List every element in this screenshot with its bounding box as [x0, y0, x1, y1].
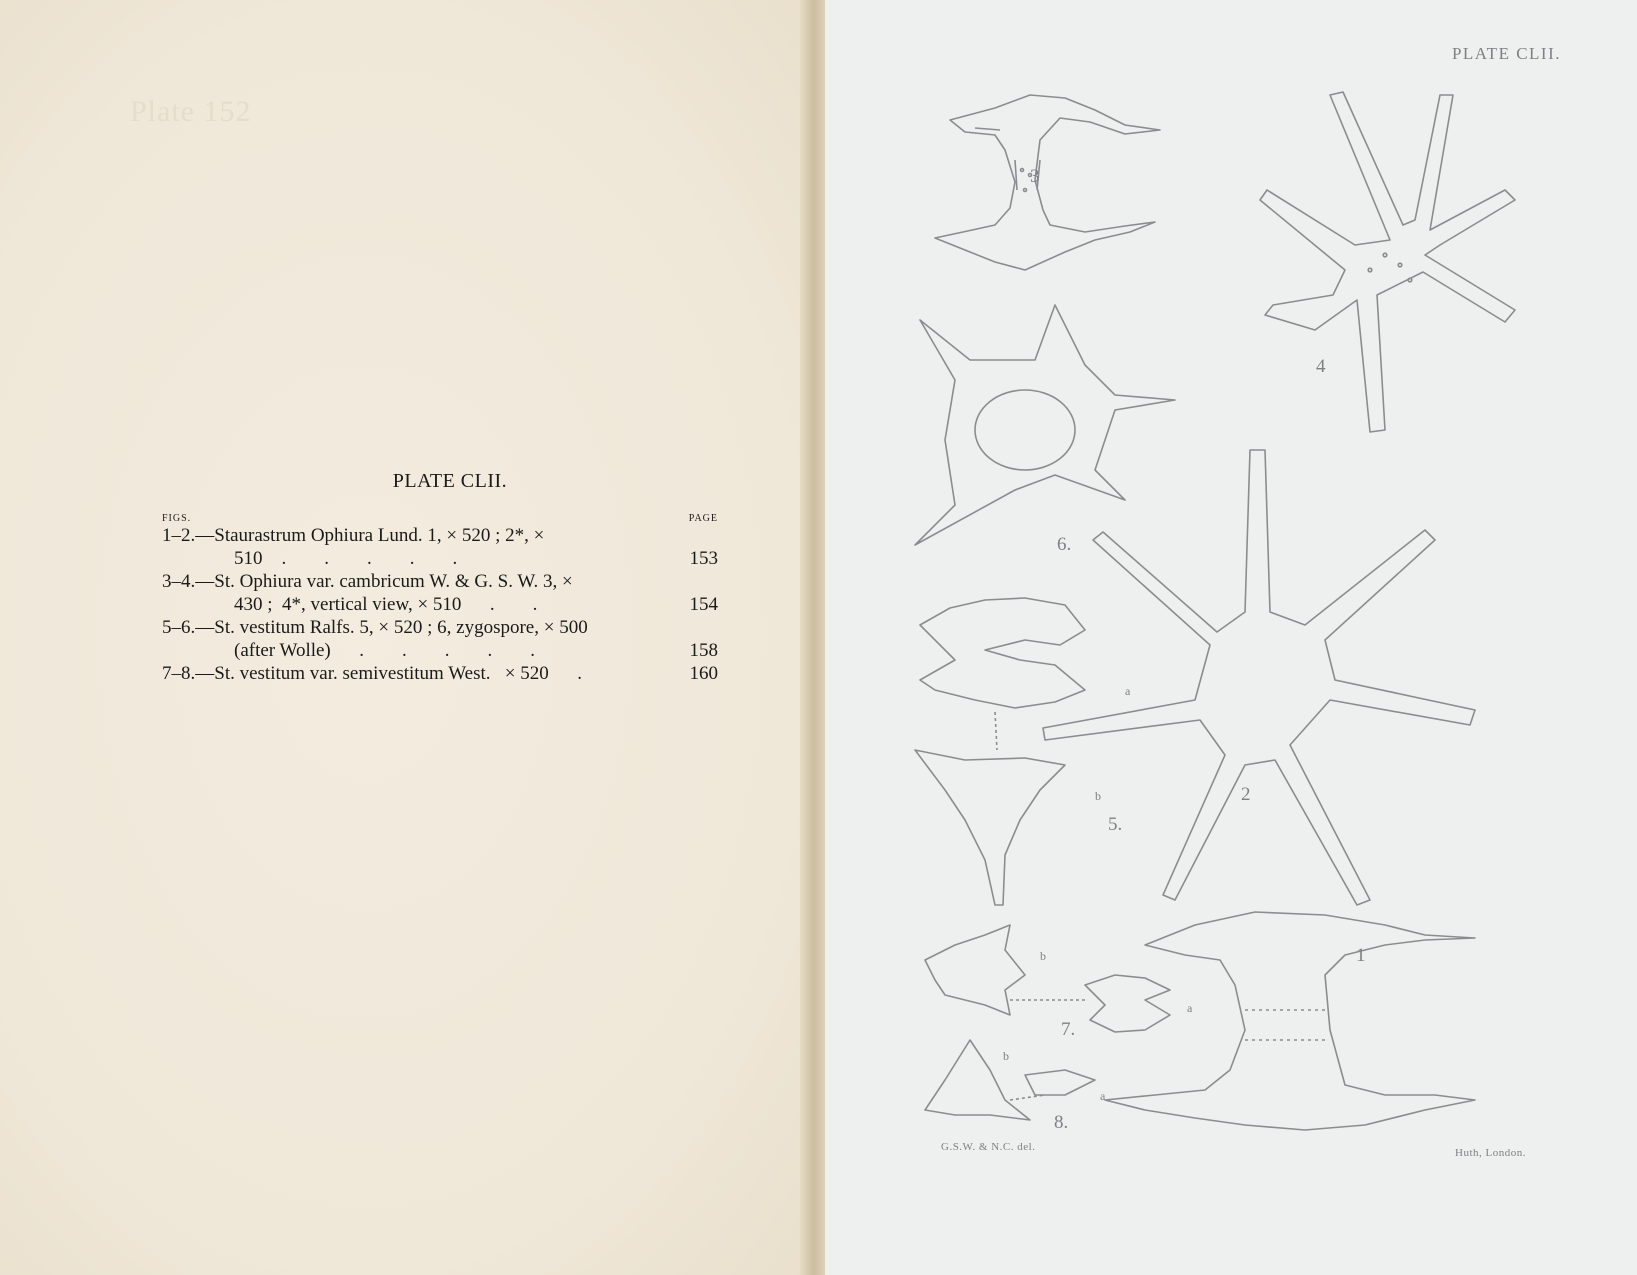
figure-number: 2	[1241, 784, 1251, 805]
plate-illustrations	[825, 0, 1637, 1275]
figure-2-drawing	[1043, 450, 1475, 905]
figure-number: 1	[1356, 945, 1366, 966]
entry-text: 3–4.—St. Ophiura var. cambricum W. & G. S. W. 3, ×	[162, 571, 573, 592]
entry-text: (after Wolle) . . . . .	[234, 640, 536, 661]
legend-title: PLATE CLII.	[392, 470, 508, 492]
figure-6-drawing	[915, 305, 1175, 545]
entry-text: 430 ; 4*, vertical view, × 510 . .	[234, 594, 538, 615]
sub-label: a	[1100, 1089, 1106, 1103]
figure-number: 6.	[1057, 534, 1072, 555]
entry-text: 5–6.—St. vestitum Ralfs. 5, × 520 ; 6, zygospore, × 500	[162, 617, 588, 638]
column-headers	[162, 513, 718, 524]
figure-number: 7.	[1061, 1019, 1076, 1040]
legend-entry	[162, 616, 718, 639]
entry-page: 160	[689, 663, 718, 684]
page-column-header: PAGE	[688, 513, 718, 524]
left-page	[0, 0, 812, 1275]
legend-entry	[162, 662, 718, 685]
figure-7-drawing	[925, 925, 1170, 1032]
entry-page: 154	[689, 594, 718, 615]
sub-label: a	[1187, 1001, 1193, 1015]
legend-entry-continuation	[162, 547, 718, 570]
figure-number: 4	[1316, 356, 1326, 377]
sub-label: b	[1095, 789, 1101, 803]
entry-text: 1–2.—Staurastrum Ophiura Lund. 1, × 520 ; 2*, ×	[162, 525, 545, 546]
figure-4-drawing	[1260, 92, 1515, 432]
plate-legend	[162, 470, 718, 685]
ghost-show-through-text: Plate 152	[130, 95, 252, 128]
figs-column-header: FIGS.	[162, 513, 192, 524]
entry-text: 7–8.—St. vestitum var. semivestitum West. × 520 .	[162, 663, 582, 684]
entry-text: 510 . . . . .	[234, 548, 458, 569]
figure-5-drawing	[915, 598, 1085, 905]
printer-credit: Huth, London.	[1455, 1147, 1526, 1159]
figure-number: 3	[1030, 166, 1040, 187]
entry-page: 158	[689, 640, 718, 661]
legend-entry-continuation	[162, 639, 718, 662]
figure-8-drawing	[925, 1040, 1095, 1120]
plate-label: PLATE CLII.	[1451, 44, 1561, 63]
figure-number: 8.	[1054, 1112, 1069, 1133]
figure-number: 5.	[1108, 814, 1123, 835]
sub-label: a	[1125, 684, 1131, 698]
artist-credit: G.S.W. & N.C. del.	[941, 1141, 1036, 1153]
legend-entry-continuation	[162, 593, 718, 616]
sub-label: b	[1040, 949, 1046, 963]
figure-3-drawing	[935, 95, 1160, 270]
sub-label: b	[1003, 1049, 1009, 1063]
legend-entry	[162, 524, 718, 547]
legend-entry	[162, 570, 718, 593]
entry-page: 153	[689, 548, 718, 569]
